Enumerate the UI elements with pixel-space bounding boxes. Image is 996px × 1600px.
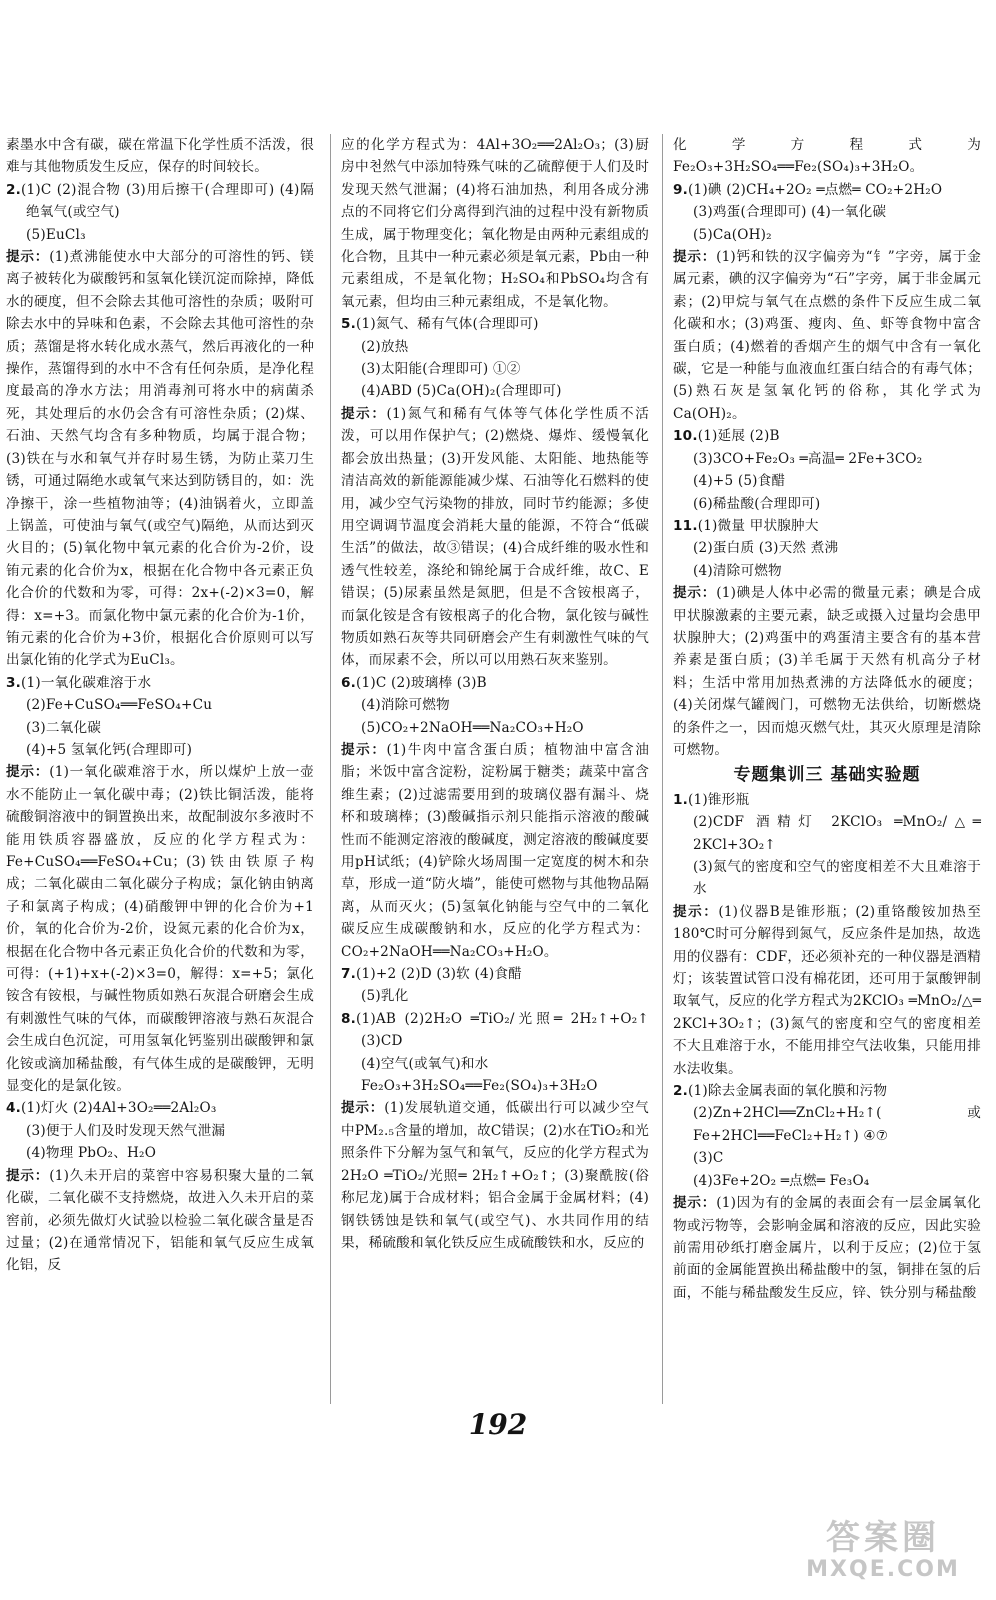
watermark-text-top: 答案圈 xyxy=(826,1518,940,1558)
hint-label: 提示： xyxy=(673,585,717,602)
answer-line: (1)碘 (2)CH₄+2O₂ ═点燃═ CO₂+2H₂O xyxy=(688,181,943,198)
hint-label: 提示： xyxy=(673,903,719,920)
hint-text: (1)仪器B是锥形瓶；(2)重铬酸铵加热至180℃时可分解得到氮气，反应条件是加热，故选用的仪器有：CDF，还必须补充的一种仪器是酒精灯；该装置试管口没有棉花团，还可用于氯酸钾制取氧气，反应的化学方程式为2KClO₃ ═MnO₂/△═ 2KCl+3O₂↑；(3)氮气的密度和空气的密度相差不大且难溶于水，不能用排空气法收集，只能用排水法收集。 xyxy=(673,903,982,1077)
answer-line: (3)太阳能(合理即可) ①② xyxy=(361,361,521,378)
answer-line: (1)除去金属表面的氧化膜和污物 xyxy=(688,1083,888,1100)
hint-label: 提示： xyxy=(341,741,387,758)
answer-line: Fe₂O₃+3H₂SO₄══Fe₂(SO₄)₃+3H₂O xyxy=(361,1078,598,1095)
answer-line: (2)Fe+CuSO₄══FeSO₄+Cu xyxy=(26,697,213,714)
question-number: 10. xyxy=(673,428,698,445)
hint-text: (1)钙和铁的汉字偏旁为“钅”字旁，属于金属元素，碘的汉字偏旁为“石”字旁，属于非金属元素；(2)甲烷与氧气在点燃的条件下反应生成二氧化碳和水；(3)鸡蛋、瘦肉、鱼、虾等食物中富含蛋白质；(4)燃着的香烟产生的烟气中含有一氧化碳，它是一种能与血液血红蛋白结合的有毒气体；(5)熟石灰是氢氧化钙的俗称，其化学式为Ca(OH)₂。 xyxy=(673,249,981,422)
answer-line: (1)C (2)混合物 (3)用后擦干(合理即可) (4)隔绝氧气(或空气) xyxy=(21,181,314,221)
answer-line: (3)二氧化碳 xyxy=(26,719,102,736)
hint-label: 提示： xyxy=(673,1195,717,1212)
hint-label: 提示： xyxy=(6,764,50,781)
answer-line: (2)CDF 酒精灯 2KClO₃ ═MnO₂/△═ 2KCl+3O₂↑ xyxy=(693,814,981,853)
answer-line: (5)乳化 xyxy=(361,988,409,1005)
hint-text: (1)一氧化碳难溶于水，所以煤炉上放一壶水不能防止一氧化碳中毒；(2)铁比铜活泼，能将硫酸铜溶液中的铜置换出来，故配制波尔多液时不能用铁质容器盛放，反应的化学方程式为：Fe+CuSO₄══FeSO₄+Cu；(3)铁由铁原子构成；二氧化碳由二氧化碳分子构成；氯化钠由钠离子和氯离子构成；(4)硝酸钾中钾的化合价为+1价，氧的化合价为-2价，设氮元素的化合价为x，根据在化合物中各元素正负化合价的代数和为零，可得：(+1)+x+(-2)×3=0，解得：x=+5；氯化铵含有铵根，与碱性物质如熟石灰混合研磨会生成有刺激性气味的气体，而碳酸钾溶液与熟石灰混合会生成白色沉淀，可用氢氧化钙鉴别出碳酸钾和氯化铵或滴加稀盐酸，有气体生成的是碳酸钾，无明显变化的是氯化铵。 xyxy=(6,764,314,1095)
column-left xyxy=(6,134,314,1277)
answer-line: (2)放热 xyxy=(361,338,409,355)
answer-line: (3)C xyxy=(693,1150,724,1167)
question-number: 7. xyxy=(341,966,357,983)
answer-line: (4)空气(或氧气)和水 xyxy=(361,1055,489,1072)
hint-label: 提示： xyxy=(341,405,387,422)
question-5 xyxy=(341,313,649,672)
answer-line: (4)+5 氢氧化钙(合理即可) xyxy=(26,741,193,758)
page-number: 192 xyxy=(468,1408,528,1441)
continued-text: 素墨水中含有碳，碳在常温下化学性质不活泼，很难与其他物质发生反应，保存的时间较长。 xyxy=(6,137,314,176)
answer-line: (3)氮气的密度和空气的密度相差不大且难溶于水 xyxy=(693,859,981,898)
hint-text: (1)牛肉中富含蛋白质；植物油中富含油脂；米饭中富含淀粉，淀粉属于糖类；蔬菜中富含维生素；(2)过滤需要用到的玻璃仪器有漏斗、烧杯和玻璃棒；(3)酸碱指示剂只能指示溶液的酸碱性而不能测定溶液的酸碱度，测定溶液的酸碱度要用pH试纸；(4)铲除火场周围一定宽度的树木和杂草，形成一道“防火墙”，能使可燃物与其他物品隔离，从而灭火；(5)氢氧化钠能与空气中的二氧化碳反应生成碳酸钠和水，反应的化学方程式为：CO₂+2NaOH══Na₂CO₃+H₂O。 xyxy=(341,741,649,960)
hint-text: (1)久未开启的菜窖中容易积聚大量的二氧化碳，二氧化碳不支持燃烧，故进入久未开启的菜窖前，必须先做灯火试验以检验二氧化碳含量是否过量；(2)在通常情况下，铝能和氧气反应生成氧化铝，反 xyxy=(6,1167,314,1274)
hint-label: 提示： xyxy=(673,249,717,266)
question-10 xyxy=(673,425,981,515)
column-middle xyxy=(341,134,649,1254)
question-number: 9. xyxy=(673,181,689,198)
section-title: 专题集训三 基础实验题 xyxy=(733,765,921,786)
answer-line: (4)消除可燃物 xyxy=(361,697,450,714)
section-question-1 xyxy=(673,789,981,1080)
answer-line: (1)氮气、稀有气体(合理即可) xyxy=(356,316,539,333)
answer-line: (1)AB (2)2H₂O ═TiO₂/光照═ 2H₂↑+O₂↑ (3)CD xyxy=(356,1010,649,1050)
answer-line: (2)Zn+2HCl══ZnCl₂+H₂↑(或Fe+2HCl══FeCl₂+H₂↑) ④⑦ xyxy=(693,1105,981,1144)
answer-line: (1)锥形瓶 xyxy=(688,791,750,808)
question-7 xyxy=(341,963,649,1008)
hint-label: 提示： xyxy=(6,1167,50,1184)
answer-line: (3)便于人们及时发现天然气泄漏 xyxy=(26,1122,226,1139)
question-number: 1. xyxy=(673,791,689,808)
column-divider xyxy=(330,134,331,1404)
hint-text: (1)碘是人体中必需的微量元素；碘是合成甲状腺激素的主要元素，缺乏或摄入过量均会患甲状腺肿大；(2)鸡蛋中的鸡蛋清主要含有的基本营养素是蛋白质；(3)羊毛属于天然有机高分子材料；生活中常用加热煮沸的方法降低水的硬度；(4)关闭煤气罐阀门，可燃物无法供给，切断燃烧的条件之一，因而熄灭燃气灶，其灭火原理是清除可燃物。 xyxy=(673,585,981,758)
answer-line: (5)Ca(OH)₂ xyxy=(693,226,772,243)
answer-line: (5)CO₂+2NaOH══Na₂CO₃+H₂O xyxy=(361,719,584,736)
answer-line: (4)+5 (5)食醋 xyxy=(693,473,786,490)
question-number: 11. xyxy=(673,517,698,534)
answer-line: (4)清除可燃物 xyxy=(693,562,782,579)
question-3 xyxy=(6,672,314,1098)
answer-line: (4)ABD (5)Ca(OH)₂(合理即可) xyxy=(361,383,562,400)
column-right xyxy=(673,134,981,1304)
answer-line: (1)C (2)玻璃棒 (3)B xyxy=(356,674,487,691)
answer-line: (3)鸡蛋(合理即可) (4)一氧化碳 xyxy=(693,204,887,221)
answer-line: (4)物理 PbO₂、H₂O xyxy=(26,1145,157,1162)
answer-line: (3)3CO+Fe₂O₃ ═高温═ 2Fe+3CO₂ xyxy=(693,450,923,467)
continued-text: 化学方程式为Fe₂O₃+3H₂SO₄══Fe₂(SO₄)₃+3H₂O。 xyxy=(673,137,981,176)
question-2 xyxy=(6,179,314,672)
question-8 xyxy=(341,1008,649,1254)
question-number: 6. xyxy=(341,674,357,691)
question-number: 4. xyxy=(6,1100,22,1117)
answer-line: (6)稀盐酸(合理即可) xyxy=(693,495,821,512)
question-6 xyxy=(341,672,649,963)
answer-line: (2)蛋白质 (3)天然 煮沸 xyxy=(693,540,839,557)
continued-text: 应的化学方程式为：4Al+3O₂══2Al₂O₃；(3)厨房中천然气中添加特殊气味的乙硫醇便于人们及时发现天然气泄漏；(4)将石油加热，利用各成分沸点的不同将它们分离得到汽油的过程中没有新物质生成，属于物理变化；氧化物是由两种元素组成的化合物，且其中一种元素必须是氧元素，Pb由一种元素组成，不是氧化物；H₂SO₄和PbSO₄均含有氧元素，但均由三种元素组成，不是氧化物。 xyxy=(341,137,649,310)
question-number: 2. xyxy=(673,1083,689,1100)
hint-text: (1)发展轨道交通，低碳出行可以减少空气中PM₂.₅含量的增加，故C错误；(2)水在TiO₂和光照条件下分解为氢气和氧气，反应的化学方程式为2H₂O ═TiO₂/光照═ 2H₂↑+O₂↑；(3)聚酰胺(俗称尼龙)属于合成材料；铝合金属于金属材料；(4)钢铁锈蚀是铁和氧气(或空气)、水共同作用的结果，稀硫酸和氧化铁反应生成硫酸铁和水，反应的 xyxy=(341,1100,649,1251)
question-number: 2. xyxy=(6,181,22,198)
hint-text: (1)煮沸能使水中大部分的可溶性的钙、镁离子被转化为碳酸钙和氢氧化镁沉淀而除掉，降低水的硬度，但不会除去其他可溶性的杂质；吸附可除去水中的异味和色素，不会除去其他可溶性的杂质；蒸馏是将水转化成水蒸气，然后再液化的一种操作，蒸馏得到的水中不含有任何杂质，是净化程度最高的净水方法；用消毒剂可将水中的病菌杀死，其处理后的水仍会含有可溶性杂质；(2)煤、石油、天然气均含有多种物质，均属于混合物；(3)铁在与水和氧气并存时易生锈，为防止菜刀生锈，可通过隔绝水或氧气来达到防锈目的，如：洗净擦干，涂一些植物油等；(4)油锅着火，立即盖上锅盖，可使油与氧气(或空气)隔绝，从而达到灭火目的；(5)氧化物中氧元素的化合价为-2价，设铕元素的化合价为x，根据在化合物中各元素正负化合价的代数和为零，可得：2x+(-2)×3=0，解得：x=+3。而氯化物中氯元素的化合价为-1价，铕元素的化合价为+3价，根据化合价原则可以写出氯化铕的化学式为EuCl₃。 xyxy=(6,249,314,669)
question-4 xyxy=(6,1097,314,1276)
answer-line: (5)EuCl₃ xyxy=(26,226,86,243)
section-question-2 xyxy=(673,1080,981,1304)
question-number: 8. xyxy=(341,1010,357,1027)
answer-line: (1)+2 (2)D (3)软 (4)食醋 xyxy=(356,966,522,983)
hint-text: (1)氮气和稀有气体等气体化学性质不活泼，可以用作保护气；(2)燃烧、爆炸、缓慢氧化都会放出热量；(3)开发风能、太阳能、地热能等清洁高效的新能源能减少煤、石油等化石燃料的使用，减少空气污染物的排放，同时节约能源；多使用空调调节温度会消耗大量的能源，不符合“低碳生活”的做法，故③错误；(4)合成纤维的吸水性和透气性较差，涤纶和锦纶属于合成纤维，故C、E错误；(5)尿素虽然是氮肥，但是不含铵根离子，而氯化铵是含有铵根离子的化合物，氯化铵与碱性物质如熟石灰等共同研磨会产生有刺激性气味的气体，而尿素不会，所以可以用熟石灰来鉴别。 xyxy=(341,405,649,669)
question-number: 3. xyxy=(6,674,22,691)
watermark-logo xyxy=(788,1518,978,1590)
question-9 xyxy=(673,179,981,425)
question-11 xyxy=(673,515,981,761)
answer-line: (1)微量 甲状腺肿大 xyxy=(697,517,819,534)
question-number: 5. xyxy=(341,316,357,333)
hint-label: 提示： xyxy=(6,249,50,266)
answer-line: (1)灯火 (2)4Al+3O₂══2Al₂O₃ xyxy=(21,1100,217,1117)
answer-line: (1)一氧化碳难溶于水 xyxy=(21,674,152,691)
answer-line: (1)延展 (2)B xyxy=(697,428,780,445)
watermark-text-bottom: MXQE.COM xyxy=(806,1557,960,1582)
hint-text: (1)因为有的金属的表面会有一层金属氧化物或污物等，会影响金属和溶液的反应，因此实验前需用砂纸打磨金属片，以利于反应；(2)位于氢前面的金属能置换出稀盐酸中的氢，铜排在氢的后面，不能与稀盐酸发生反应，锌、铁分别与稀盐酸 xyxy=(673,1195,981,1301)
column-divider xyxy=(662,134,663,1404)
answer-line: (4)3Fe+2O₂ ═点燃═ Fe₃O₄ xyxy=(693,1172,870,1189)
hint-label: 提示： xyxy=(341,1100,385,1117)
